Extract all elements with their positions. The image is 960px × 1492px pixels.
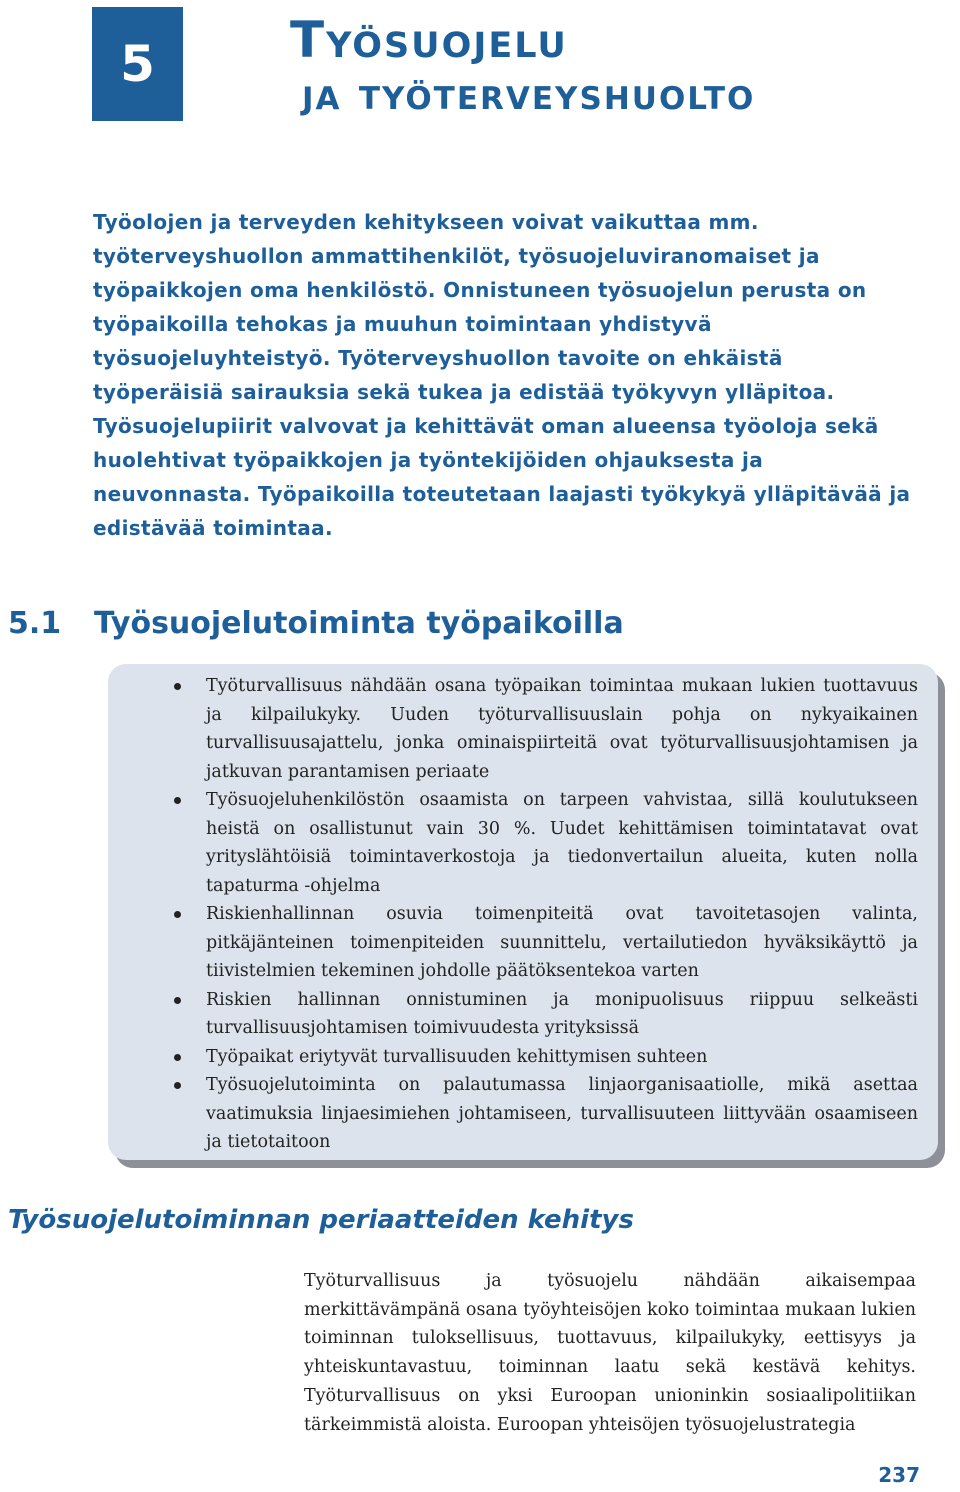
bullet-item xyxy=(174,1071,918,1157)
chapter-title-line1: Työsuojelu xyxy=(290,11,568,69)
bullet-item xyxy=(174,986,918,1043)
bullet-item xyxy=(174,1043,918,1072)
chapter-title xyxy=(290,10,950,120)
bullet-dot-icon xyxy=(174,911,181,918)
bullet-text: Työpaikat eriytyvät turvallisuuden kehittymisen suhteen xyxy=(206,1046,708,1067)
bullet-text: Työturvallisuus nähdään osana työpaikan toimintaa mukaan lukien tuottavuus ja kilpailukyky. Uuden työturvallisuuslain pohja on nykyaikainen turvallisuusajattelu, jonka ominaispiirteitä ovat työturvallisuusjohtamisen ja jatkuvan parantamisen periaate xyxy=(206,676,918,782)
bullet-text: Riskien hallinnan onnistuminen ja monipuolisuus riippuu selkeästi turvallisuusjohtamisen toimivuudesta yrityksissä xyxy=(206,989,918,1038)
intro-paragraph: Työolojen ja terveyden kehitykseen voivat vaikuttaa mm. työterveyshuollon ammattihenkilöt, työsuojeluviranomaiset ja työpaikkojen oma henkilöstö. Onnistuneen työsuojelun perusta on työpaikoilla tehokas ja muuhun toimintaan yhdistyvä työsuojeluyhteistyö. Työterveyshuollon tavoite on ehkäistä työperäisiä sairauksia sekä tukea ja edistää työkyvyn ylläpitoa. Työsuojelupiirit valvovat ja kehittävät oman alueensa työoloja sekä huolehtivat työpaikkojen ja työntekijöiden ohjauksesta ja neuvonnasta. Työpaikoilla toteutetaan laajasti työkykyä ylläpitävää ja edistävää toimintaa. xyxy=(93,210,911,540)
bullet-text: Työsuojeluhenkilöstön osaamista on tarpeen vahvistaa, sillä koulutukseen heistä on osallistunut vain 30 %. Uudet kehittämisen toimintatavat ovat yrityslähtöisiä toimintaverkostoja ja tiedonvertailun alueita, kuten nolla tapaturma -ohjelma xyxy=(206,790,918,896)
section-number: 5.1 xyxy=(8,606,62,641)
bullet-text: Työsuojelutoiminta on palautumassa linjaorganisaatiolle, mikä asettaa vaatimuksia linjaesimiehen johtamiseen, turvallisuuteen liittyvään osaamiseen ja tietotaitoon xyxy=(206,1075,918,1152)
page-number: 237 xyxy=(878,1463,920,1487)
bullet-dot-icon xyxy=(174,797,181,804)
section-title: Työsuojelutoiminta työpaikoilla xyxy=(94,606,624,641)
subheading: Työsuojelutoiminnan periaatteiden kehitys xyxy=(8,1205,634,1235)
bullet-item xyxy=(174,786,918,900)
bullet-dot-icon xyxy=(174,1082,181,1089)
chapter-number-box xyxy=(92,7,183,121)
bullet-dot-icon xyxy=(174,1054,181,1061)
section-heading xyxy=(8,602,908,646)
bullet-dot-icon xyxy=(174,997,181,1004)
chapter-title-line2: ja työterveyshuolto xyxy=(302,69,756,120)
body-paragraph: Työturvallisuus ja työsuojelu nähdään aikaisempaa merkittävämpänä osana työyhteisöjen koko toimintaa mukaan lukien toiminnan tuloksellisuus, tuottavuus, kilpailukyky, eettisyys ja yhteiskuntavastuu, toiminnan laatu sekä kestävä kehitys. Työturvallisuus on yksi Euroopan unioninkin sosiaalipolitiikan tärkeimmistä aloista. Euroopan yhteisöjen työsuojelustrategia xyxy=(304,1271,916,1435)
bullet-item xyxy=(174,900,918,986)
bullet-item xyxy=(174,672,918,786)
bullet-dot-icon xyxy=(174,683,181,690)
bullet-text: Riskienhallinnan osuvia toimenpiteitä ovat tavoitetasojen valinta, pitkäjänteinen toimenpiteiden suunnittelu, vertailutiedon hyväksikäyttö ja tiivistelmien tekeminen johdolle päätöksentekoa varten xyxy=(206,904,918,981)
bullet-list xyxy=(174,672,918,1157)
chapter-number: 5 xyxy=(120,35,155,93)
